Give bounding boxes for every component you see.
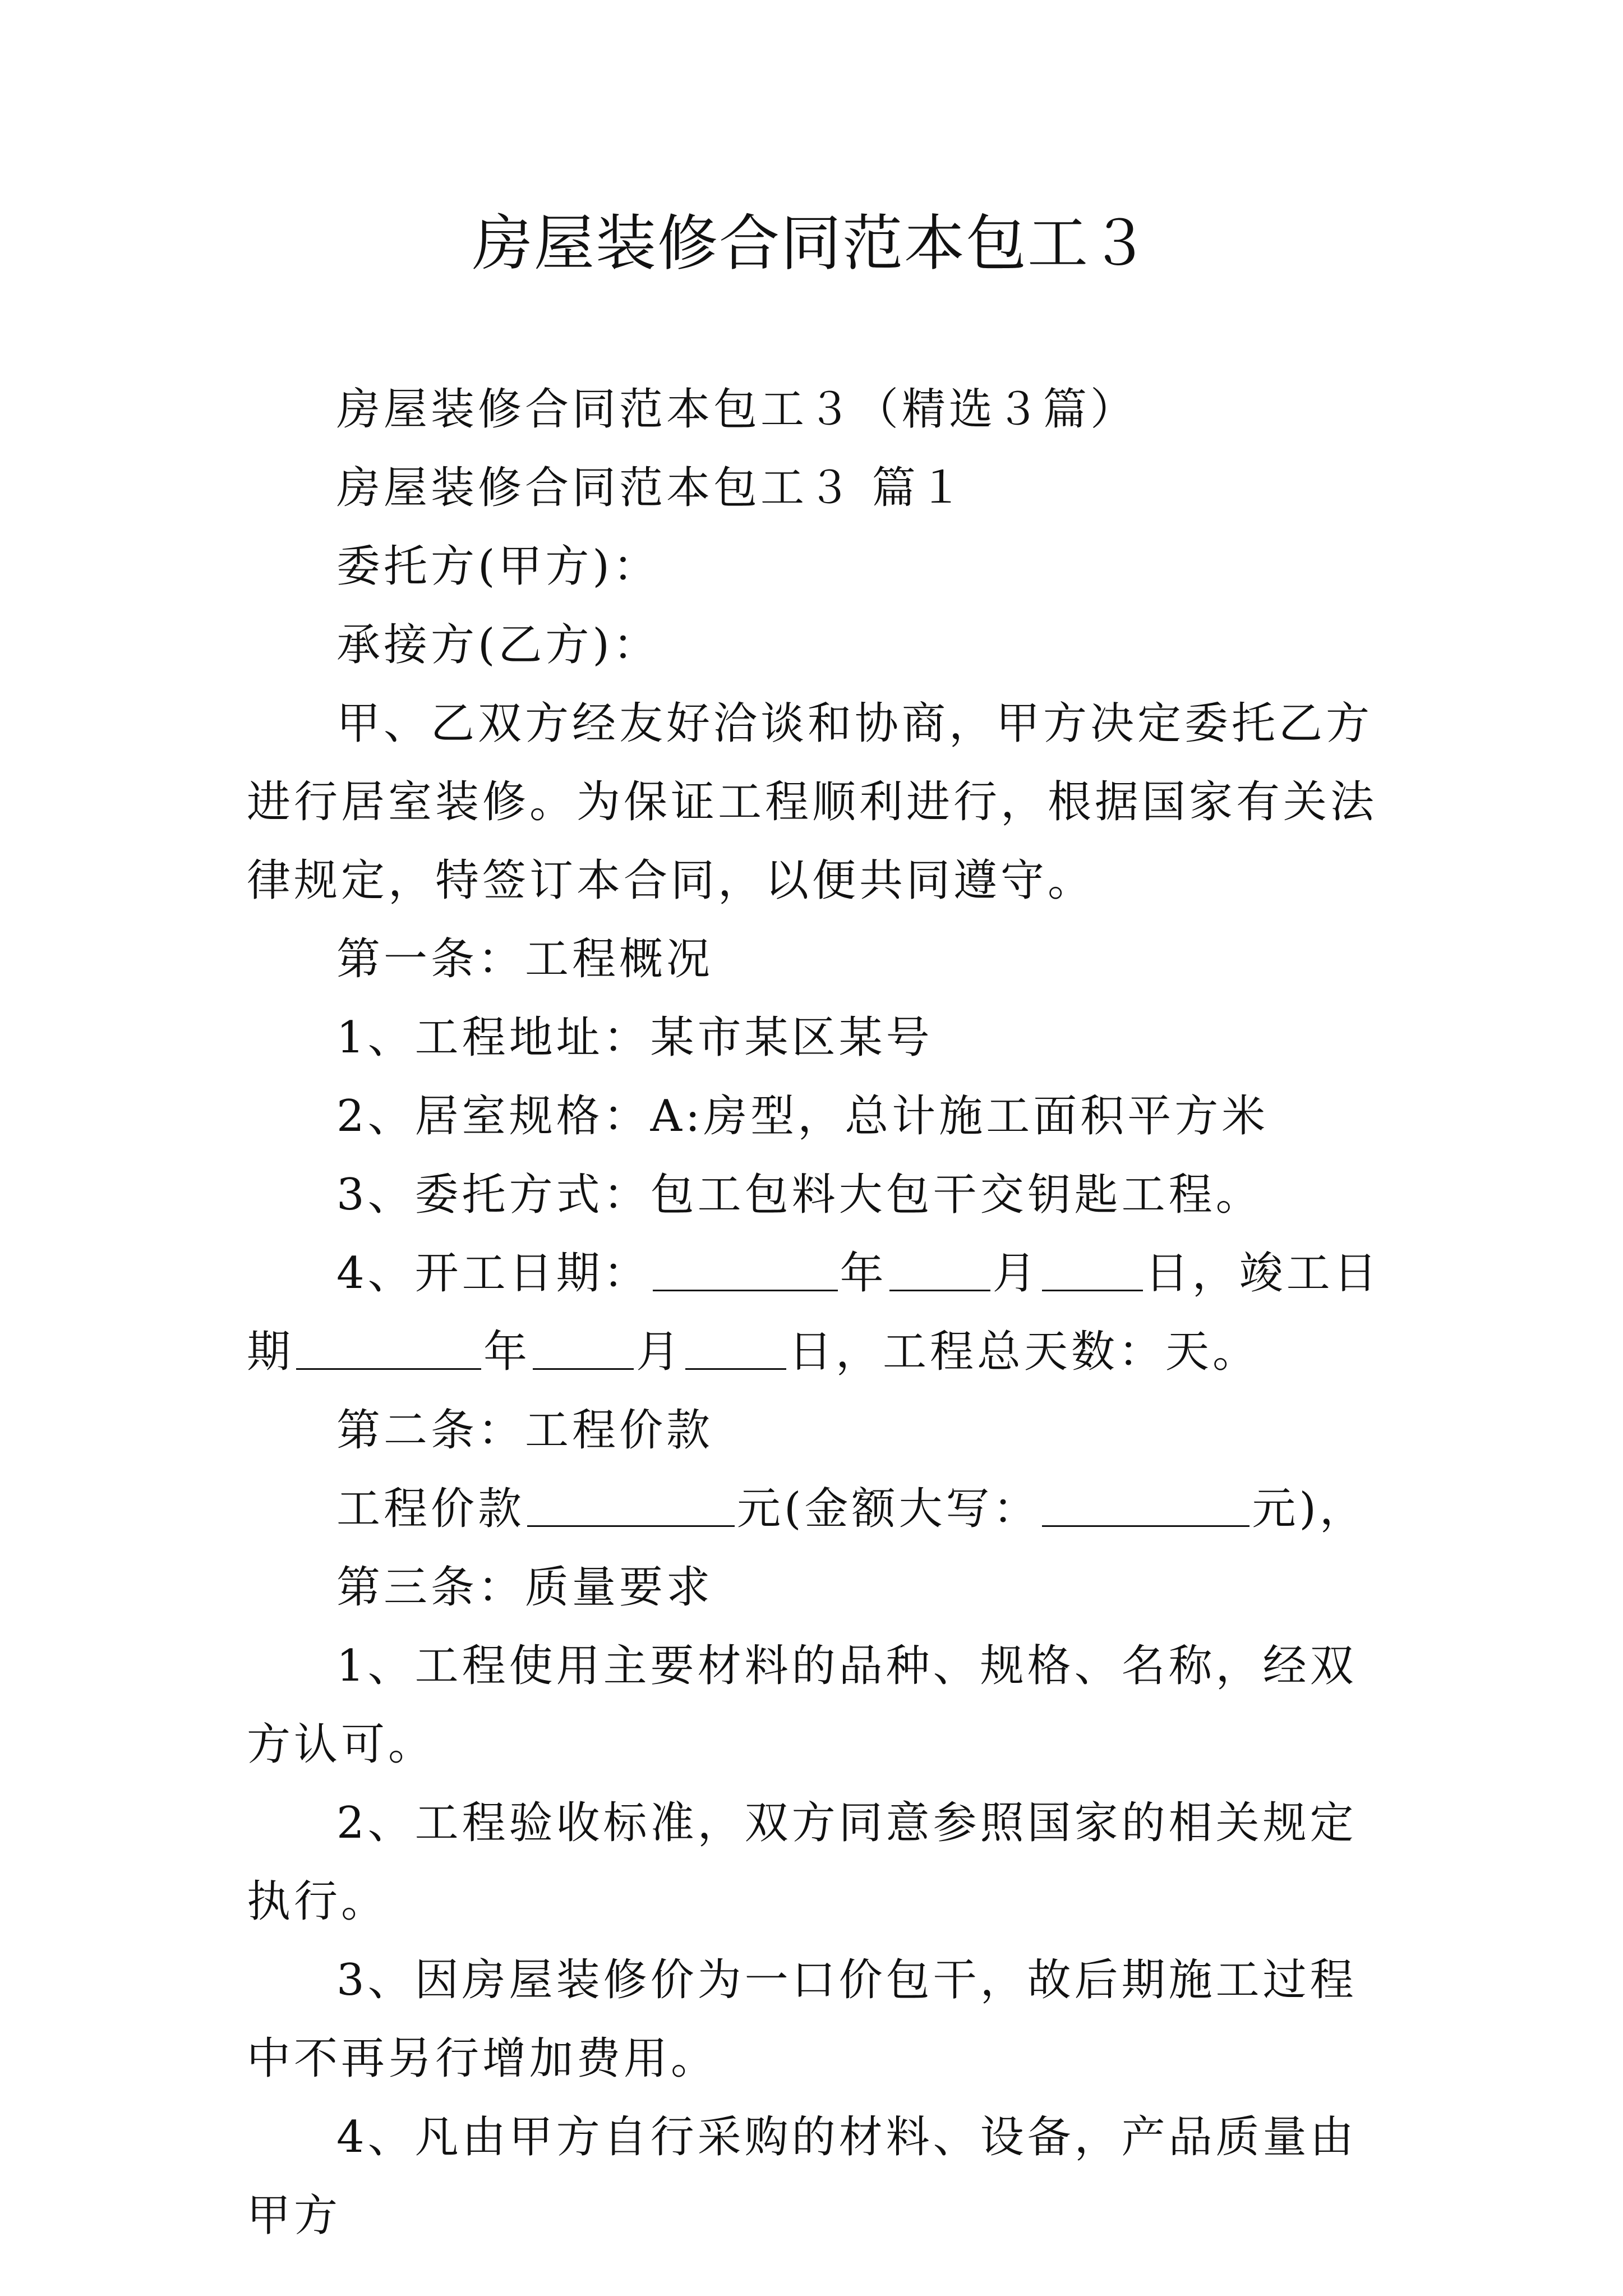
paragraph-schedule [247, 1234, 1385, 1391]
paragraph-acceptance-standard: 2、工程验收标准，双方同意参照国家的相关规定执行。 [247, 1798, 1357, 1927]
price-uppercase-blank [1042, 1489, 1249, 1527]
schedule-end-label: 日，竣工日期 [247, 1248, 1381, 1377]
schedule-total-days-label: 日，工程总天数：天。 [789, 1327, 1260, 1377]
end-month-blank [533, 1332, 634, 1370]
paragraph-selection-title: 房屋装修合同范本包工３（精选３篇） [336, 384, 1138, 435]
price-uppercase-label: 元(金额大写： [737, 1484, 1040, 1534]
end-year-blank [296, 1332, 481, 1370]
paragraph-article-1-heading: 第一条：工程概况 [336, 934, 714, 984]
end-day-blank [685, 1332, 786, 1370]
price-label: 工程价款 [336, 1484, 525, 1534]
paragraph-part-title: 房屋装修合同范本包工３ 篇１ [336, 463, 966, 513]
paragraph-article-3-heading: 第三条：质量要求 [336, 1562, 714, 1613]
paragraph-commission-method: 3、委托方式：包工包料大包干交钥匙工程。 [336, 1170, 1263, 1220]
price-unit-label: 元)， [1252, 1484, 1367, 1534]
document-body [247, 370, 1385, 2255]
schedule-start-label: 4、开工日期： [336, 1248, 651, 1299]
start-day-blank [1042, 1254, 1143, 1291]
month-label: 月 [992, 1248, 1040, 1299]
paragraph-party-a: 委托方(甲方)： [336, 541, 660, 592]
paragraph-room-spec: 2、居室规格：A:房型，总计施工面积平方米 [336, 1091, 1269, 1142]
paragraph-preamble: 甲、乙双方经友好洽谈和协商，甲方决定委托乙方进行居室装修。为保证工程顺利进行，根据国家有关法律规定，特签订本合同，以便共同遵守。 [247, 698, 1378, 906]
paragraph-price [247, 1470, 1385, 1548]
paragraph-materials: 1、工程使用主要材料的品种、规格、名称，经双方认可。 [247, 1641, 1357, 1770]
document-title: 房屋装修合同范本包工３ [472, 209, 1151, 279]
start-month-blank [889, 1254, 990, 1291]
paragraph-project-address: 1、工程地址：某市某区某号 [336, 1013, 933, 1063]
year-label: 年 [483, 1327, 531, 1377]
year-label: 年 [840, 1248, 887, 1299]
paragraph-self-purchase: 4、凡由甲方自行采购的材料、设备，产品质量由甲方 [247, 2112, 1357, 2241]
paragraph-fixed-price: 3、因房屋装修价为一口价包干，故后期施工过程中不再另行增加费用。 [247, 1955, 1357, 2084]
price-amount-blank [527, 1489, 735, 1527]
start-year-blank [653, 1254, 838, 1291]
month-label: 月 [636, 1327, 684, 1377]
paragraph-party-b: 承接方(乙方)： [336, 620, 660, 670]
paragraph-article-2-heading: 第二条：工程价款 [336, 1405, 714, 1456]
